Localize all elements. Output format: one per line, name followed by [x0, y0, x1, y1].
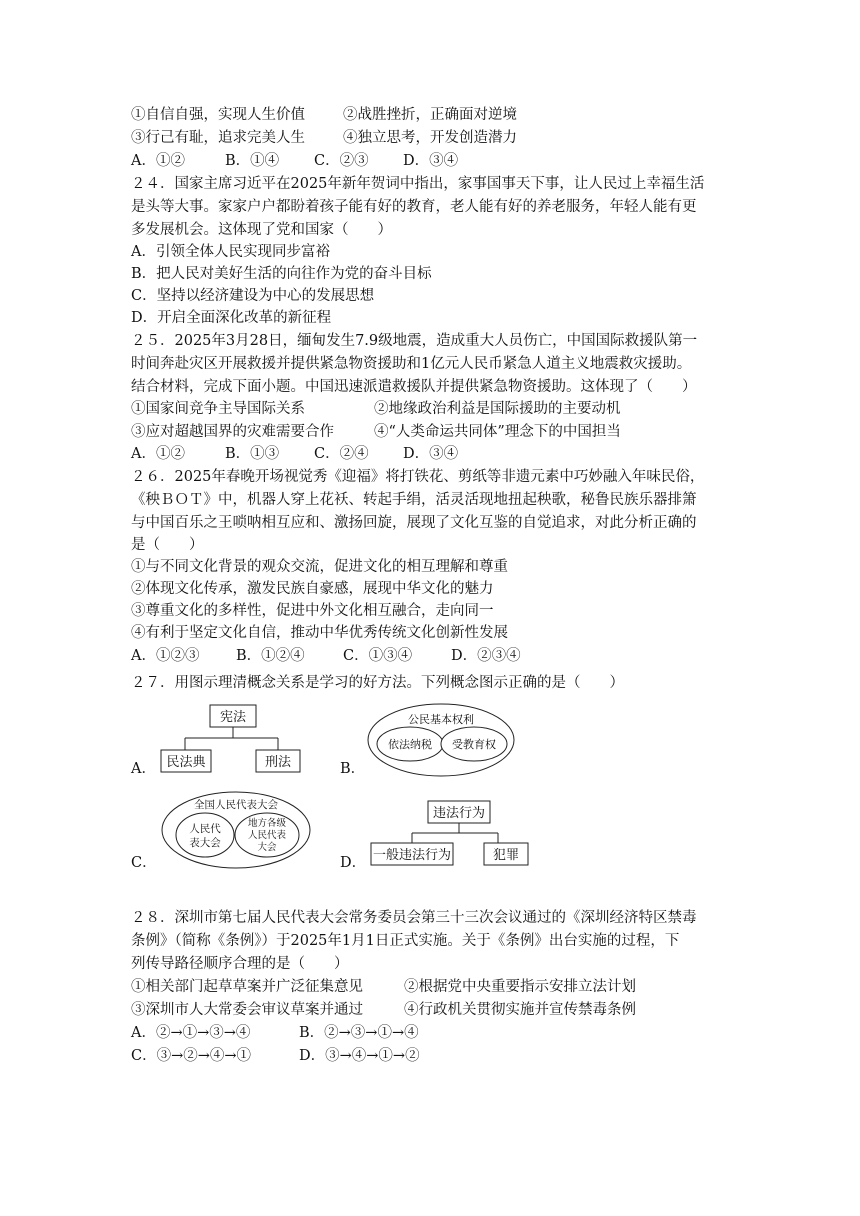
q26-option-c: C．①③④ — [343, 648, 413, 664]
q28-stem-line1: ２８．深圳市第七届人民代表大会常务委员会第三十三次会议通过的《深圳经济特区禁毒 — [131, 910, 697, 926]
q27-diagram-d — [370, 800, 535, 870]
q26-option-d: D．②③④ — [451, 648, 521, 664]
q23-option-b: B．①④ — [225, 153, 280, 169]
q27-option-a-label: A． — [131, 761, 156, 777]
q23-statement-4: ④独立思考，开发创造潜力 — [343, 130, 517, 146]
diagram-c-outer-label: 全国人民代表大会 — [194, 799, 278, 811]
q24-option-a: A．引领全体人民实现同步富裕 — [131, 244, 330, 260]
q25-option-a: A．①② — [131, 446, 185, 462]
q24-option-b: B．把人民对美好生活的向往作为党的奋斗目标 — [131, 266, 432, 282]
q23-option-a: A．①② — [131, 153, 185, 169]
q24-option-c: C．坚持以经济建设为中心的发展思想 — [131, 288, 375, 304]
q26-statement-4: ④有利于坚定文化自信，推动中华优秀传统文化创新性发展 — [131, 625, 508, 641]
q28-stem-line2: 条例》（简称《条例》）于2025年1月1日正式实施。关于《条例》出台实施的过程，下 — [131, 933, 680, 949]
q26-stem-line1: ２６．2025年春晚开场视觉秀《迎福》将打铁花、剪纸等非遗元素中巧妙融入年味民俗， — [131, 469, 705, 485]
q28-statement-4: ④行政机关贯彻实施并宣传禁毒条例 — [404, 1002, 636, 1018]
diagram-c-left-label-1: 人民代 — [189, 823, 221, 835]
q26-statement-1: ①与不同文化背景的观众交流，促进文化的相互理解和尊重 — [131, 559, 508, 575]
q28-option-d: D．③→④→①→② — [299, 1048, 420, 1064]
diagram-a-right-box: 刑法 — [264, 755, 292, 770]
q26-statement-3: ③尊重文化的多样性，促进中外文化相互融合，走向同一 — [131, 603, 494, 619]
q24-stem-line2: 是头等大事。家家户户都盼着孩子能有好的教育，老人能有好的养老服务，年轻人能有更 — [131, 199, 697, 215]
q25-option-b: B．①③ — [225, 446, 280, 462]
q25-statement-2: ②地缘政治利益是国际援助的主要动机 — [374, 401, 621, 417]
diagram-a-left-box: 民法典 — [166, 755, 206, 770]
q25-stem-line3: 结合材料，完成下面小题。中国迅速派遣救援队并提供紧急物资援助。这体现了（ ） — [131, 379, 697, 395]
q28-statement-2: ②根据党中央重要指示安排立法计划 — [404, 979, 636, 995]
q26-stem-line2: 《秧ＢＯＴ》中，机器人穿上花袄、转起手绢，活灵活现地扭起秧歌，秘鲁民族乐器排箫 — [131, 492, 697, 508]
q28-option-b: B．②→③→①→④ — [299, 1025, 419, 1041]
q28-statement-1: ①相关部门起草草案并广泛征集意见 — [131, 979, 363, 995]
q27-option-b-label: B． — [340, 761, 366, 777]
q23-statement-2: ②战胜挫折，正确面对逆境 — [343, 107, 517, 123]
q26-option-b: B．①②④ — [236, 648, 305, 664]
diagram-b-left-label: 依法纳税 — [388, 738, 432, 751]
diagram-b-outer-label: 公民基本权利 — [408, 713, 474, 726]
q25-option-d: D．③④ — [403, 446, 459, 462]
q27-stem-line1: ２７．用图示理清概念关系是学习的好方法。下列概念图示正确的是（ ） — [131, 675, 624, 691]
diagram-c-right-label-3: 大会 — [257, 842, 277, 853]
q25-statement-1: ①国家间竞争主导国际关系 — [131, 401, 305, 417]
q23-statement-3: ③行己有耻，追求完美人生 — [131, 130, 305, 146]
diagram-d-left-box: 一般违法行为 — [372, 848, 452, 863]
q27-diagram-c — [160, 790, 312, 872]
q28-option-c: C．③→②→④→① — [131, 1048, 252, 1064]
q27-option-c-label: C． — [131, 855, 157, 871]
q26-stem-line4: 是（ ） — [131, 537, 204, 553]
q23-option-c: C．②③ — [314, 153, 369, 169]
diagram-c-right-label-2: 人民代表 — [247, 830, 287, 841]
diagram-c-right-label-1: 地方各级 — [247, 818, 287, 829]
q27-option-d-label: D． — [340, 855, 367, 871]
q23-statement-1: ①自信自强，实现人生价值 — [131, 107, 305, 123]
q25-statement-3: ③应对超越国界的灾难需要合作 — [131, 424, 334, 440]
q25-stem-line1: ２５．2025年3月28日，缅甸发生7.9级地震，造成重大人员伤亡，中国国际救援队第一 — [131, 333, 698, 349]
diagram-c-left-label-2: 表大会 — [189, 837, 221, 849]
q24-stem-line3: 多发展机会。这体现了党和国家（ ） — [131, 222, 392, 238]
q23-option-d: D．③④ — [403, 153, 459, 169]
q28-statement-3: ③深圳市人大常委会审议草案并通过 — [131, 1002, 363, 1018]
diagram-a-top-box: 宪法 — [219, 710, 247, 725]
q25-option-c: C．②④ — [314, 446, 369, 462]
diagram-b-right-label: 受教育权 — [452, 738, 496, 751]
q24-option-d: D．开启全面深化改革的新征程 — [131, 310, 332, 326]
q28-stem-line3: 列传导路径顺序合理的是（ ） — [131, 956, 349, 972]
q26-option-a: A．①②③ — [131, 648, 200, 664]
diagram-d-top-box: 违法行为 — [432, 806, 486, 821]
q26-stem-line3: 与中国百乐之王唢呐相互应和、激扬回旋，展现了文化互鉴的自觉追求，对此分析正确的 — [131, 515, 697, 531]
q25-statement-4: ④“人类命运共同体”理念下的中国担当 — [374, 424, 621, 440]
q25-stem-line2: 时间奔赴灾区开展救援并提供紧急物资援助和1亿元人民币紧急人道主义地震救灾援助。 — [131, 356, 692, 372]
q27-diagram-a — [160, 704, 310, 774]
q26-statement-2: ②体现文化传承，激发民族自豪感，展现中华文化的魅力 — [131, 581, 494, 597]
q24-stem-line1: ２４．国家主席习近平在2025年新年贺词中指出，家事国事天下事，让人民过上幸福生活 — [131, 176, 705, 192]
q28-option-a: A．②→①→③→④ — [131, 1025, 251, 1041]
diagram-d-right-box: 犯罪 — [492, 848, 520, 863]
q27-diagram-b — [366, 702, 516, 782]
